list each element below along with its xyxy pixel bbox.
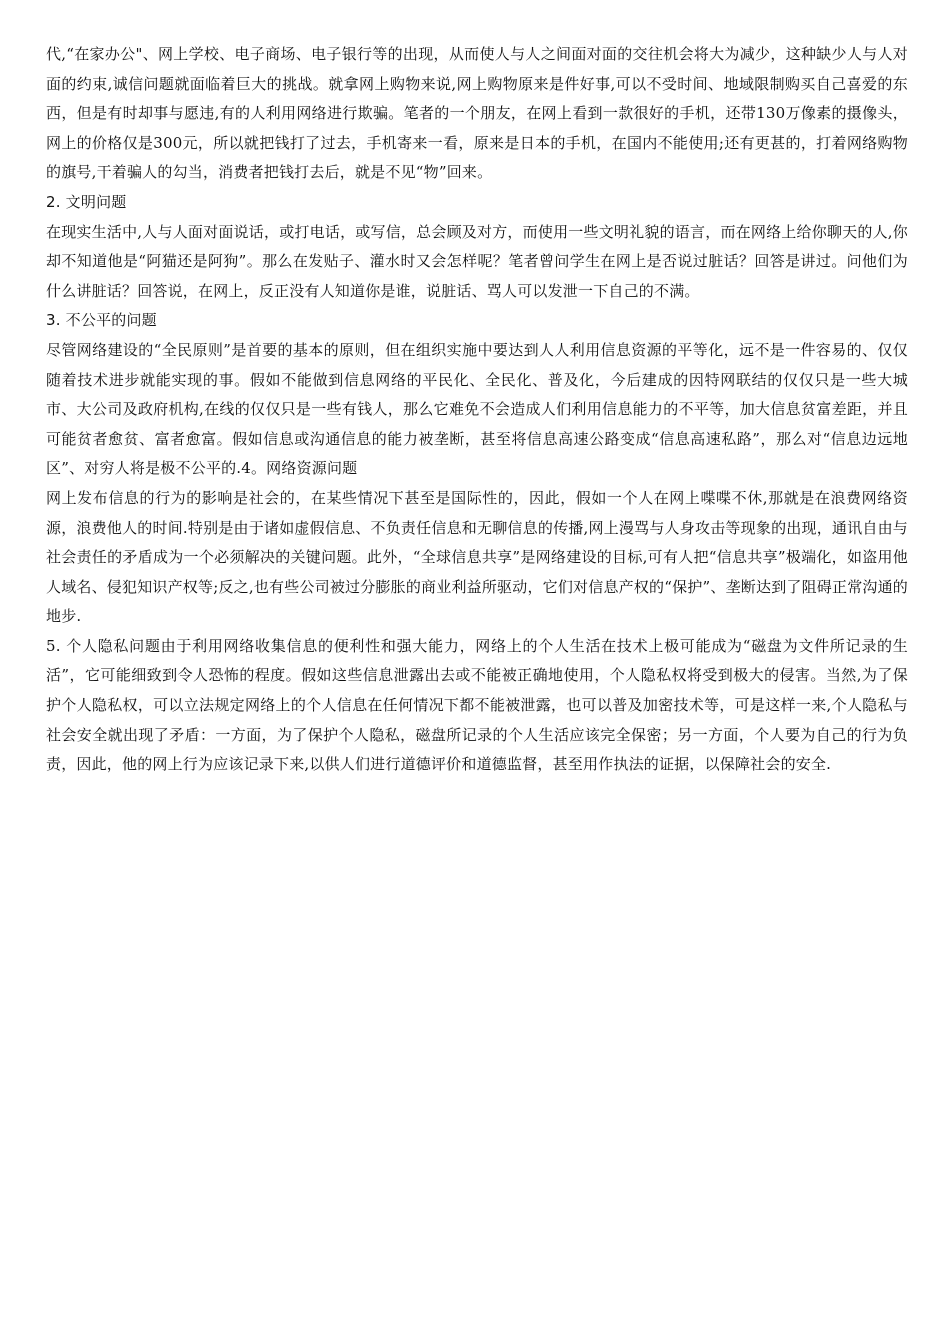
- paragraph-civility: 在现实生活中,人与人面对面说话，或打电话，或写信，总会顾及对方，而使用一些文明礼貌的语言，而在网络上给你聊天的人,你却不知道他是“阿猫还是阿狗”。那么在发贴子、灌水时又会怎样呢？笔者曾问学生在网上是否说过脏话？回答是讲过。问他们为什么讲脏话？回答说，在网上，反正没有人知道你是谁，说脏话、骂人可以发泄一下自己的不满。: [46, 222, 908, 300]
- paragraph-integrity: 代,“在家办公"、网上学校、电子商场、电子银行等的出现，从而使人与人之间面对面的交往机会将大为减少，这种缺少人与人对面的约束,诚信问题就面临着巨大的挑战。就拿网上购物来说,网上购物原来是件好事,可以不受时间、地域限制购买自己喜爱的东西，但是有时却事与愿违,有的人利用网络进行欺骗。笔者的一个朋友，在网上看到一款很好的手机，还带130万像素的摄像头，网上的价格仅是300元，所以就把钱打了过去，手机寄来一看，原来是日本的手机，在国内不能使用;还有更甚的，打着网络购物的旗号,干着骗人的勾当，消费者把钱打去后，就是不见“物”回来。: [46, 45, 908, 182]
- document-body: [46, 40, 908, 780]
- section-heading-civility: 2. 文明问题: [46, 192, 127, 211]
- paragraph-fairness: 尽管网络建设的“全民原则”是首要的基本的原则，但在组织实施中要达到人人利用信息资源的平等化，远不是一件容易的、仅仅随着技术进步就能实现的事。假如不能做到信息网络的平民化、全民化、普及化，今后建成的因特网联结的仅仅只是一些大城市、大公司及政府机构,在线的仅仅只是一些有钱人，那么它难免不会造成人们利用信息能力的不平等，加大信息贫富差距，并且可能贫者愈贫、富者愈富。假如信息或沟通信息的能力被垄断，甚至将信息高速公路变成“信息高速私路”，那么对“信息边远地区”、对穷人将是极不公平的.4。网络资源问题: [46, 340, 908, 478]
- paragraph-privacy: 5. 个人隐私问题由于利用网络收集信息的便利性和强大能力，网络上的个人生活在技术上极可能成为“磁盘为文件所记录的生活”，它可能细致到令人恐怖的程度。假如这些信息泄露出去或不能被正确地使用，个人隐私权将受到极大的侵害。当然,为了保护个人隐私权，可以立法规定网络上的个人信息在任何情况下都不能被泄露，也可以普及加密技术等，可是这样一来,个人隐私与社会安全就出现了矛盾：一方面，为了保护个人隐私，磁盘所记录的个人生活应该完全保密；另一方面，个人要为自己的行为负责，因此，他的网上行为应该记录下来,以供人们进行道德评价和道德监督，甚至用作执法的证据，以保障社会的安全.: [46, 636, 908, 774]
- section-heading-fairness: 3. 不公平的问题: [46, 311, 157, 330]
- paragraph-network-resources: 网上发布信息的行为的影响是社会的，在某些情况下甚至是国际性的，因此，假如一个人在网上喋喋不休,那就是在浪费网络资源，浪费他人的时间.特别是由于诸如虚假信息、不负责任信息和无聊信息的传播,网上漫骂与人身攻击等现象的出现，通讯自由与社会责任的矛盾成为一个必须解决的关键问题。此外，“全球信息共享”是网络建设的目标,可有人把“信息共享”极端化，如盗用他人域名、侵犯知识产权等;反之,也有些公司被过分膨胀的商业利益所驱动，它们对信息产权的“保护”、垄断达到了阻碍正常沟通的地步.: [46, 488, 908, 626]
